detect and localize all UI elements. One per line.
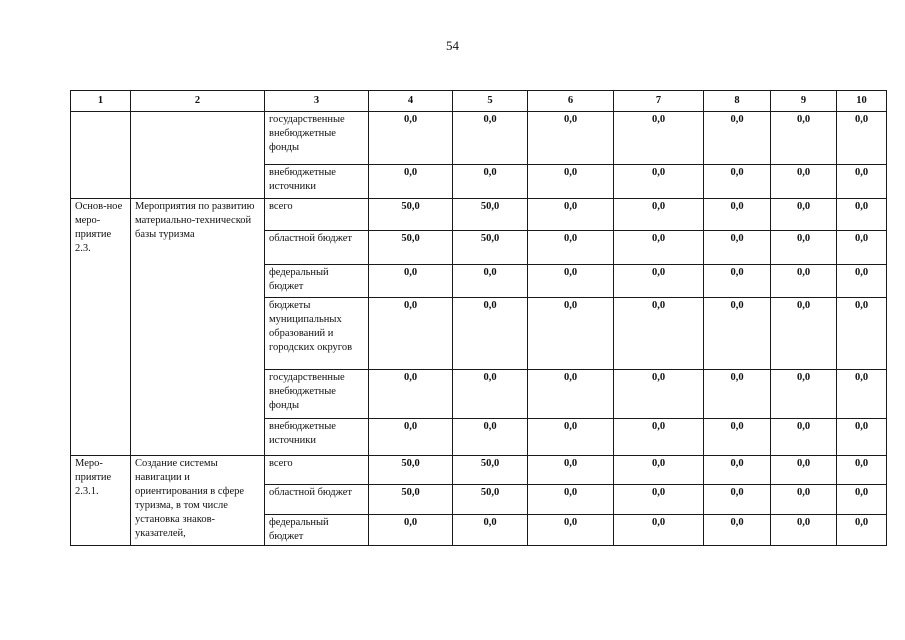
funding-source-cell: государственные внебюджетные фонды: [265, 112, 369, 165]
value-cell-col-4: 0,0: [369, 298, 453, 370]
table-body: [71, 112, 887, 546]
value-cell-col-10: 0,0: [837, 112, 887, 165]
value-cell-col-4: 50,0: [369, 456, 453, 485]
value-cell-col-7: 0,0: [614, 298, 704, 370]
value-cell-col-10: 0,0: [837, 298, 887, 370]
value-cell-col-7: 0,0: [614, 456, 704, 485]
value-cell-col-6: 0,0: [528, 265, 614, 298]
funding-source-cell: государственные внебюджетные фонды: [265, 370, 369, 419]
funding-source-cell: бюджеты муниципальных образований и городских округов: [265, 298, 369, 370]
header-cell-3: 3: [265, 91, 369, 112]
value-cell-col-7: 0,0: [614, 485, 704, 515]
value-cell-col-4: 0,0: [369, 419, 453, 456]
value-cell-col-9: 0,0: [771, 265, 837, 298]
value-cell-col-5: 50,0: [453, 485, 528, 515]
funding-source-cell: областной бюджет: [265, 231, 369, 265]
table-row: [71, 199, 887, 231]
value-cell-col-5: 0,0: [453, 298, 528, 370]
value-cell-col-7: 0,0: [614, 370, 704, 419]
value-cell-col-8: 0,0: [704, 456, 771, 485]
header-cell-6: 6: [528, 91, 614, 112]
value-cell-col-10: 0,0: [837, 485, 887, 515]
value-cell-col-9: 0,0: [771, 199, 837, 231]
header-cell-4: 4: [369, 91, 453, 112]
value-cell-col-8: 0,0: [704, 112, 771, 165]
value-cell-col-6: 0,0: [528, 456, 614, 485]
value-cell-col-10: 0,0: [837, 456, 887, 485]
value-cell-col-8: 0,0: [704, 515, 771, 546]
value-cell-col-7: 0,0: [614, 231, 704, 265]
value-cell-col-8: 0,0: [704, 419, 771, 456]
value-cell-col-7: 0,0: [614, 419, 704, 456]
event-code-cell: [71, 112, 131, 199]
value-cell-col-9: 0,0: [771, 165, 837, 199]
value-cell-col-9: 0,0: [771, 456, 837, 485]
value-cell-col-4: 0,0: [369, 370, 453, 419]
value-cell-col-6: 0,0: [528, 165, 614, 199]
value-cell-col-8: 0,0: [704, 485, 771, 515]
value-cell-col-10: 0,0: [837, 165, 887, 199]
header-cell-8: 8: [704, 91, 771, 112]
value-cell-col-5: 50,0: [453, 231, 528, 265]
value-cell-col-4: 50,0: [369, 199, 453, 231]
value-cell-col-5: 0,0: [453, 515, 528, 546]
header-cell-5: 5: [453, 91, 528, 112]
event-name-cell: [131, 112, 265, 199]
funding-source-cell: внебюджетные источники: [265, 165, 369, 199]
funding-source-cell: федеральный бюджет: [265, 515, 369, 546]
value-cell-col-7: 0,0: [614, 515, 704, 546]
value-cell-col-4: 0,0: [369, 112, 453, 165]
table-row: [71, 112, 887, 165]
value-cell-col-9: 0,0: [771, 231, 837, 265]
header-cell-1: 1: [71, 91, 131, 112]
value-cell-col-5: 0,0: [453, 112, 528, 165]
budget-table: [70, 90, 887, 546]
value-cell-col-9: 0,0: [771, 298, 837, 370]
value-cell-col-6: 0,0: [528, 298, 614, 370]
header-cell-2: 2: [131, 91, 265, 112]
value-cell-col-8: 0,0: [704, 298, 771, 370]
header-row: [71, 91, 887, 112]
value-cell-col-5: 50,0: [453, 456, 528, 485]
value-cell-col-5: 0,0: [453, 370, 528, 419]
value-cell-col-9: 0,0: [771, 112, 837, 165]
value-cell-col-10: 0,0: [837, 231, 887, 265]
funding-source-cell: всего: [265, 199, 369, 231]
value-cell-col-6: 0,0: [528, 485, 614, 515]
value-cell-col-10: 0,0: [837, 370, 887, 419]
value-cell-col-8: 0,0: [704, 265, 771, 298]
header-cell-7: 7: [614, 91, 704, 112]
value-cell-col-10: 0,0: [837, 199, 887, 231]
value-cell-col-9: 0,0: [771, 515, 837, 546]
value-cell-col-4: 0,0: [369, 265, 453, 298]
value-cell-col-8: 0,0: [704, 165, 771, 199]
value-cell-col-5: 50,0: [453, 199, 528, 231]
value-cell-col-6: 0,0: [528, 199, 614, 231]
value-cell-col-8: 0,0: [704, 231, 771, 265]
value-cell-col-10: 0,0: [837, 515, 887, 546]
header-cell-10: 10: [837, 91, 887, 112]
value-cell-col-4: 50,0: [369, 231, 453, 265]
header-cell-9: 9: [771, 91, 837, 112]
value-cell-col-8: 0,0: [704, 199, 771, 231]
funding-source-cell: всего: [265, 456, 369, 485]
value-cell-col-10: 0,0: [837, 265, 887, 298]
value-cell-col-9: 0,0: [771, 419, 837, 456]
value-cell-col-7: 0,0: [614, 265, 704, 298]
value-cell-col-8: 0,0: [704, 370, 771, 419]
value-cell-col-6: 0,0: [528, 112, 614, 165]
value-cell-col-7: 0,0: [614, 199, 704, 231]
value-cell-col-7: 0,0: [614, 165, 704, 199]
event-code-cell: Основ-ное меро-приятие 2.3.: [71, 199, 131, 456]
event-name-cell: Создание системы навигации и ориентирования в сфере туризма, в том числе установка знаков-указателей,: [131, 456, 265, 546]
value-cell-col-9: 0,0: [771, 485, 837, 515]
value-cell-col-4: 50,0: [369, 485, 453, 515]
value-cell-col-4: 0,0: [369, 515, 453, 546]
funding-source-cell: федеральный бюджет: [265, 265, 369, 298]
value-cell-col-6: 0,0: [528, 370, 614, 419]
value-cell-col-6: 0,0: [528, 419, 614, 456]
funding-source-cell: областной бюджет: [265, 485, 369, 515]
value-cell-col-5: 0,0: [453, 165, 528, 199]
value-cell-col-6: 0,0: [528, 231, 614, 265]
funding-source-cell: внебюджетные источники: [265, 419, 369, 456]
value-cell-col-9: 0,0: [771, 370, 837, 419]
page-number: 54: [446, 38, 459, 53]
value-cell-col-7: 0,0: [614, 112, 704, 165]
value-cell-col-4: 0,0: [369, 165, 453, 199]
value-cell-col-10: 0,0: [837, 419, 887, 456]
event-name-cell: Мероприятия по развитию материально-технической базы туризма: [131, 199, 265, 456]
table-row: [71, 456, 887, 485]
value-cell-col-6: 0,0: [528, 515, 614, 546]
event-code-cell: Меро-приятие 2.3.1.: [71, 456, 131, 546]
value-cell-col-5: 0,0: [453, 265, 528, 298]
value-cell-col-5: 0,0: [453, 419, 528, 456]
